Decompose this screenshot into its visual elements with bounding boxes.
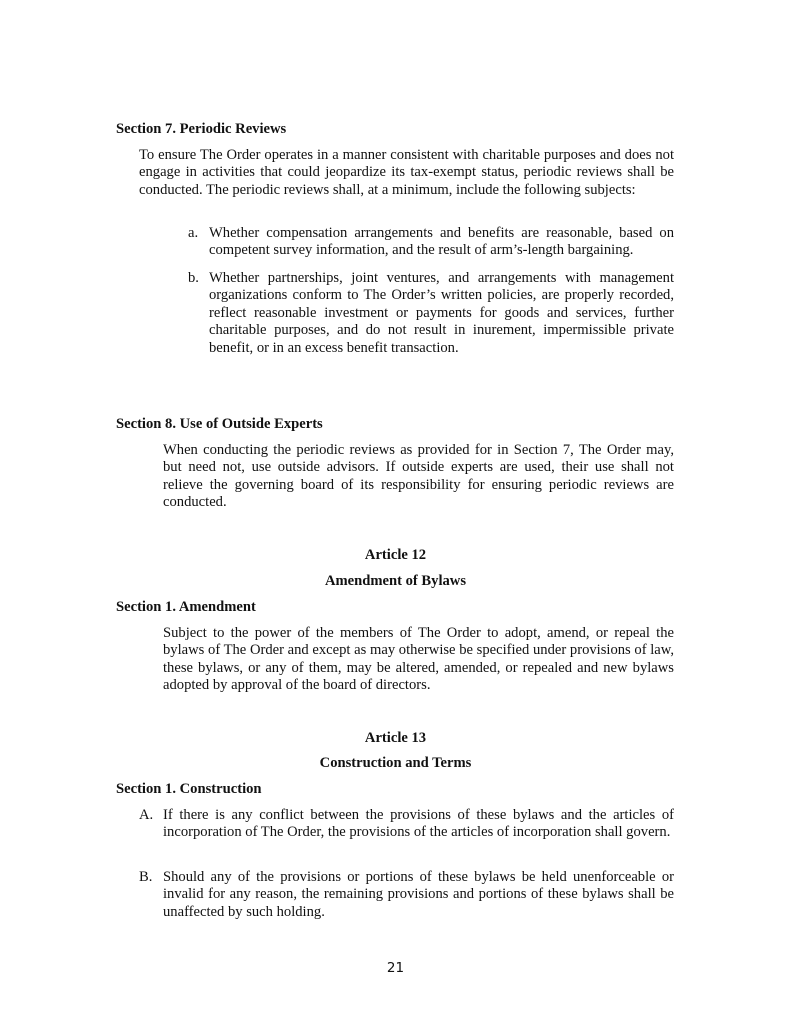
section-8-heading: Section 8. Use of Outside Experts [116,416,323,432]
article-13-section-1-heading: Section 1. Construction [116,781,262,797]
list-item-text: Should any of the provisions or portions of these bylaws be held unenforceable or invalid for any reason, the remaining provisions and portions of these bylaws shall be unaffected by such holding. [163,869,674,920]
article-12-section-1-heading: Section 1. Amendment [116,599,256,615]
section-7-intro: To ensure The Order operates in a manner consistent with charitable purposes and does not engage in activities that could jeopardize its tax-exempt status, periodic reviews shall be conducted. The periodic reviews shall, at a minimum, include the following subjects: [139,147,674,198]
article-12-number: Article 12 [364,547,427,563]
section-7-heading: Section 7. Periodic Reviews [116,121,287,137]
article-13-item-a [139,807,674,863]
list-marker: a. [188,225,199,241]
section-7-item-b [188,270,674,360]
list-item-text: Whether compensation arrangements and benefits are reasonable, based on competent survey information, and the result of arm’s-length bargaining. [209,225,674,259]
section-7-item-a [188,225,674,265]
article-12-section-1-body: Subject to the power of the members of The Order to adopt, amend, or repeal the bylaws of The Order and except as may otherwise be specified under provisions of law, these bylaws, or any of them, may be altered, amended, or repealed and new bylaws adopted by approval of the board of directors. [163,625,674,694]
list-item-text: If there is any conflict between the provisions of these bylaws and the articles of incorporation of The Order, the provisions of the articles of incorporation shall govern. [163,807,674,841]
list-item-text: Whether partnerships, joint ventures, and arrangements with management organizations conform to The Order’s written policies, are properly recorded, reflect reasonable investment or payments for goods and services, further charitable purposes, and do not result in inurement, impermissible private benefit, or in an excess benefit transaction. [209,270,674,356]
section-8-body: When conducting the periodic reviews as provided for in Section 7, The Order may, but need not, use outside advisors. If outside experts are used, their use shall not relieve the governing board of its responsibility for ensuring periodic reviews are conducted. [163,442,674,511]
list-marker: b. [188,270,199,286]
article-13-title: Construction and Terms [319,755,472,771]
list-marker: B. [139,869,153,885]
article-13-item-b [139,869,674,925]
article-13-number: Article 13 [364,730,427,746]
article-12-title: Amendment of Bylaws [324,573,467,589]
page-number: 21 [386,960,405,976]
list-marker: A. [139,807,154,823]
